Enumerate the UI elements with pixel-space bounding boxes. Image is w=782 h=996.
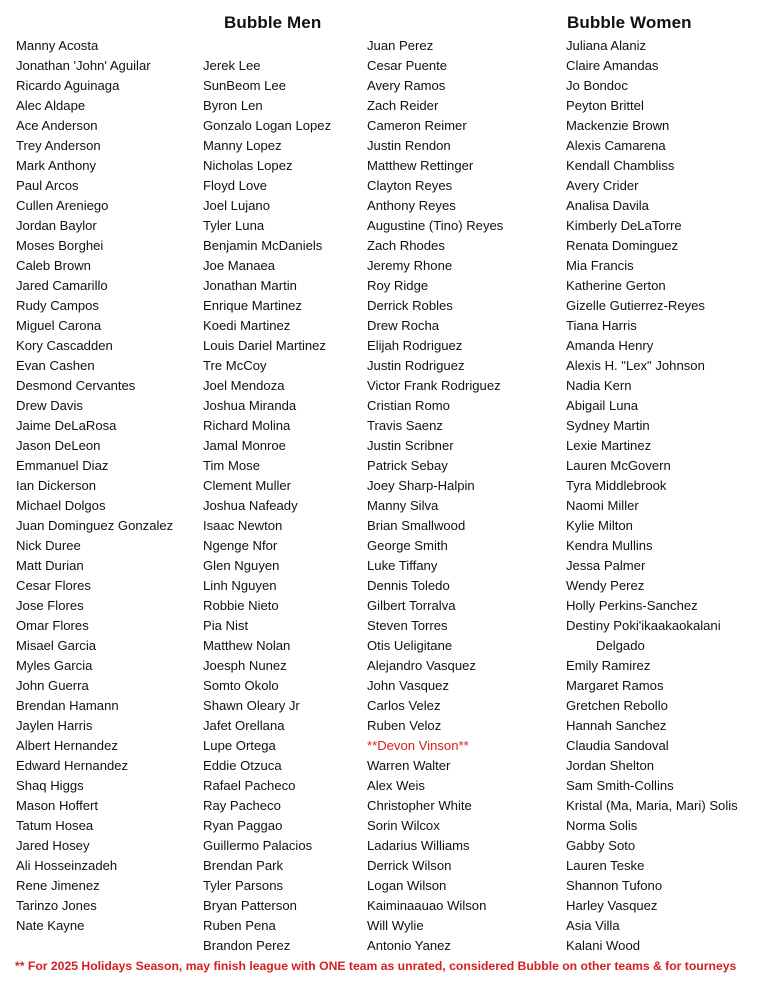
list-item: Ace Anderson xyxy=(16,118,98,133)
list-item: Jonathan 'John' Aguilar xyxy=(16,58,151,73)
list-item: Matthew Rettinger xyxy=(367,158,474,173)
list-item: Guillermo Palacios xyxy=(203,838,313,853)
list-item: Dennis Toledo xyxy=(367,578,450,593)
list-item: Victor Frank Rodriguez xyxy=(367,378,501,393)
list-item: Jafet Orellana xyxy=(203,718,285,733)
list-item: Shaq Higgs xyxy=(16,778,84,793)
list-item: Manny Silva xyxy=(367,498,439,513)
list-item: Anthony Reyes xyxy=(367,198,456,213)
list-item: Shawn Oleary Jr xyxy=(203,698,300,713)
list-item: Kristal (Ma, Maria, Mari) Solis xyxy=(566,798,738,813)
list-item: Gonzalo Logan Lopez xyxy=(203,118,332,133)
list-item: Harley Vasquez xyxy=(566,898,658,913)
list-item: Nicholas Lopez xyxy=(203,158,293,173)
list-item: Ryan Paggao xyxy=(203,818,283,833)
list-item: Brian Smallwood xyxy=(367,518,466,533)
list-item: Juliana Alaniz xyxy=(566,38,647,53)
list-item: Jerek Lee xyxy=(203,58,261,73)
list-item: Joel Lujano xyxy=(203,198,270,213)
list-item: Tatum Hosea xyxy=(16,818,94,833)
list-item: Brendan Park xyxy=(203,858,284,873)
list-item: Manny Lopez xyxy=(203,138,282,153)
bubble-women-heading: Bubble Women xyxy=(567,13,692,32)
list-item: Matthew Nolan xyxy=(203,638,291,653)
list-item: Jordan Baylor xyxy=(16,218,97,233)
list-item: Sorin Wilcox xyxy=(367,818,440,833)
list-item: Louis Dariel Martinez xyxy=(203,338,326,353)
list-item: Amanda Henry xyxy=(566,338,654,353)
list-item: Juan Dominguez Gonzalez xyxy=(16,518,174,533)
list-item: Zach Rhodes xyxy=(367,238,445,253)
list-item: Jo Bondoc xyxy=(566,78,628,93)
list-item: Moses Borghei xyxy=(16,238,104,253)
list-item: Benjamin McDaniels xyxy=(203,238,323,253)
list-item: Lupe Ortega xyxy=(203,738,276,753)
list-item: Jaylen Harris xyxy=(16,718,93,733)
list-item: Tre McCoy xyxy=(203,358,267,373)
list-item: Travis Saenz xyxy=(367,418,443,433)
list-item: Antonio Yanez xyxy=(367,938,451,953)
list-item: Myles Garcia xyxy=(16,658,93,673)
list-item: Derrick Robles xyxy=(367,298,453,313)
list-item: Michael Dolgos xyxy=(16,498,106,513)
list-item: Tarinzo Jones xyxy=(16,898,97,913)
list-item: Floyd Love xyxy=(203,178,268,193)
list-item: Kaiminaauao Wilson xyxy=(367,898,487,913)
list-item: Derrick Wilson xyxy=(367,858,452,873)
list-item: Ngenge Nfor xyxy=(203,538,278,553)
list-item: Hannah Sanchez xyxy=(566,718,667,733)
list-item: Bryan Patterson xyxy=(203,898,297,913)
list-item: Will Wylie xyxy=(367,918,424,933)
list-item: Tyler Parsons xyxy=(203,878,284,893)
list-item: Sam Smith-Collins xyxy=(566,778,674,793)
list-item: Avery Ramos xyxy=(367,78,446,93)
list-item: Kalani Wood xyxy=(566,938,641,953)
list-item: Gilbert Torralva xyxy=(367,598,456,613)
list-item: Otis Ueligitane xyxy=(367,638,453,653)
list-item: Warren Walter xyxy=(367,758,451,773)
list-item: Clayton Reyes xyxy=(367,178,453,193)
list-item: Clement Muller xyxy=(203,478,292,493)
list-item: George Smith xyxy=(367,538,448,553)
list-item: Holly Perkins-Sanchez xyxy=(566,598,698,613)
list-item: Roy Ridge xyxy=(367,278,429,293)
list-item: Drew Rocha xyxy=(367,318,440,333)
list-item: Justin Rodriguez xyxy=(367,358,465,373)
list-item: John Vasquez xyxy=(367,678,450,693)
list-item: Shannon Tufono xyxy=(566,878,663,893)
list-item: Jordan Shelton xyxy=(566,758,655,773)
list-item: Jamal Monroe xyxy=(203,438,286,453)
list-item: Glen Nguyen xyxy=(203,558,280,573)
list-item: Margaret Ramos xyxy=(566,678,664,693)
list-item: Emily Ramirez xyxy=(566,658,651,673)
list-item: Tyler Luna xyxy=(203,218,265,233)
list-item: Eddie Otzuca xyxy=(203,758,282,773)
men-column-1 xyxy=(16,36,173,936)
list-item: Matt Durian xyxy=(16,558,84,573)
list-item: Ruben Pena xyxy=(203,918,276,933)
bubble-men-heading: Bubble Men xyxy=(224,13,322,32)
list-item: Edward Hernandez xyxy=(16,758,129,773)
list-item: Lauren Teske xyxy=(566,858,645,873)
list-item: Misael Garcia xyxy=(16,638,97,653)
list-item: **Devon Vinson** xyxy=(367,738,469,753)
women-column xyxy=(566,36,738,956)
list-item: Jeremy Rhone xyxy=(367,258,453,273)
list-item: Cameron Reimer xyxy=(367,118,467,133)
list-item: Logan Wilson xyxy=(367,878,447,893)
list-item: Alex Weis xyxy=(367,778,425,793)
list-item: Jessa Palmer xyxy=(566,558,646,573)
list-item: Paul Arcos xyxy=(16,178,79,193)
list-item: Brendan Hamann xyxy=(16,698,119,713)
list-item: Kendall Chambliss xyxy=(566,158,675,173)
list-item: Drew Davis xyxy=(16,398,83,413)
list-item: Ricardo Aguinaga xyxy=(16,78,120,93)
list-item: Christopher White xyxy=(367,798,472,813)
list-item: Kendra Mullins xyxy=(566,538,653,553)
list-item: Richard Molina xyxy=(203,418,291,433)
men-column-2 xyxy=(203,36,331,956)
list-item: Somto Okolo xyxy=(203,678,279,693)
list-item: Cesar Puente xyxy=(367,58,448,73)
list-item: Patrick Sebay xyxy=(367,458,448,473)
list-item: Peyton Brittel xyxy=(566,98,644,113)
list-item: Gizelle Gutierrez-Reyes xyxy=(566,298,705,313)
list-item: Renata Dominguez xyxy=(566,238,679,253)
men-column-3 xyxy=(367,36,503,956)
list-item: Augustine (Tino) Reyes xyxy=(367,218,504,233)
list-item: Tyra Middlebrook xyxy=(566,478,667,493)
list-item: Wendy Perez xyxy=(566,578,645,593)
list-item: Avery Crider xyxy=(566,178,639,193)
list-item: Joshua Nafeady xyxy=(203,498,298,513)
list-item: Justin Rendon xyxy=(367,138,451,153)
list-item: Kylie Milton xyxy=(566,518,633,533)
list-item: Cesar Flores xyxy=(16,578,91,593)
list-item: Cullen Areniego xyxy=(16,198,109,213)
list-item: Delgado xyxy=(596,638,645,653)
list-item: Joesph Nunez xyxy=(203,658,287,673)
list-item: Byron Len xyxy=(203,98,263,113)
footnote: ** For 2025 Holidays Season, may finish league with ONE team as unrated, considered Bubble on other teams & for tourneys xyxy=(15,959,737,973)
list-item: Mackenzie Brown xyxy=(566,118,670,133)
list-item: Jason DeLeon xyxy=(16,438,101,453)
list-item: Nadia Kern xyxy=(566,378,632,393)
list-item: Carlos Velez xyxy=(367,698,441,713)
list-item: Mark Anthony xyxy=(16,158,97,173)
list-item: Gretchen Rebollo xyxy=(566,698,668,713)
list-item: Rene Jimenez xyxy=(16,878,100,893)
list-item: Koedi Martinez xyxy=(203,318,291,333)
list-item: Pia Nist xyxy=(203,618,249,633)
list-item: Ali Hosseinzadeh xyxy=(16,858,118,873)
list-item: Nate Kayne xyxy=(16,918,85,933)
list-item: Gabby Soto xyxy=(566,838,636,853)
list-item: Destiny Poki'ikaakaokalani xyxy=(566,618,721,633)
list-item: Isaac Newton xyxy=(203,518,283,533)
list-item: Joe Manaea xyxy=(203,258,276,273)
list-item: Ruben Veloz xyxy=(367,718,442,733)
list-item: Kimberly DeLaTorre xyxy=(566,218,682,233)
list-item: John Guerra xyxy=(16,678,89,693)
list-item: Robbie Nieto xyxy=(203,598,279,613)
list-item: Alejandro Vasquez xyxy=(367,658,476,673)
list-item: Ladarius Williams xyxy=(367,838,470,853)
list-item: Mia Francis xyxy=(566,258,634,273)
list-item: Justin Scribner xyxy=(367,438,454,453)
list-item: Sydney Martin xyxy=(566,418,650,433)
list-item: Luke Tiffany xyxy=(367,558,438,573)
list-item: Lexie Martinez xyxy=(566,438,652,453)
list-item: Emmanuel Diaz xyxy=(16,458,109,473)
list-item: Lauren McGovern xyxy=(566,458,671,473)
list-item: Desmond Cervantes xyxy=(16,378,136,393)
list-item: Trey Anderson xyxy=(16,138,101,153)
list-item: Jose Flores xyxy=(16,598,84,613)
list-item: Joey Sharp-Halpin xyxy=(367,478,475,493)
list-item: Ian Dickerson xyxy=(16,478,97,493)
list-item: Claudia Sandoval xyxy=(566,738,669,753)
list-item: Steven Torres xyxy=(367,618,448,633)
list-item: Omar Flores xyxy=(16,618,89,633)
list-item: Jared Hosey xyxy=(16,838,90,853)
list-item: Cristian Romo xyxy=(367,398,450,413)
list-item: Jaime DeLaRosa xyxy=(16,418,117,433)
list-item: Juan Perez xyxy=(367,38,434,53)
list-item: Elijah Rodriguez xyxy=(367,338,463,353)
list-item: Mason Hoffert xyxy=(16,798,98,813)
list-item: Linh Nguyen xyxy=(203,578,277,593)
list-item: Jonathan Martin xyxy=(203,278,297,293)
list-item: Caleb Brown xyxy=(16,258,91,273)
list-item: Alexis H. "Lex" Johnson xyxy=(566,358,705,373)
list-item: Ray Pacheco xyxy=(203,798,281,813)
list-item: Evan Cashen xyxy=(16,358,95,373)
list-item: Claire Amandas xyxy=(566,58,659,73)
list-item: Joel Mendoza xyxy=(203,378,285,393)
list-item: Katherine Gerton xyxy=(566,278,666,293)
list-item: Enrique Martinez xyxy=(203,298,302,313)
list-item: Rudy Campos xyxy=(16,298,99,313)
list-item: Naomi Miller xyxy=(566,498,639,513)
list-item: Asia Villa xyxy=(566,918,620,933)
list-item: Alec Aldape xyxy=(16,98,86,113)
list-item: Jared Camarillo xyxy=(16,278,108,293)
list-item: Nick Duree xyxy=(16,538,81,553)
list-item: Norma Solis xyxy=(566,818,638,833)
list-item: Rafael Pacheco xyxy=(203,778,296,793)
list-item: Analisa Davila xyxy=(566,198,649,213)
list-item: Kory Cascadden xyxy=(16,338,113,353)
list-item: Tim Mose xyxy=(203,458,260,473)
list-item: Miguel Carona xyxy=(16,318,102,333)
list-item: Joshua Miranda xyxy=(203,398,297,413)
list-item: Albert Hernandez xyxy=(16,738,118,753)
list-item: Zach Reider xyxy=(367,98,439,113)
list-item: Tiana Harris xyxy=(566,318,637,333)
list-item: SunBeom Lee xyxy=(203,78,286,93)
list-item: Alexis Camarena xyxy=(566,138,666,153)
list-item: Abigail Luna xyxy=(566,398,639,413)
list-item: Manny Acosta xyxy=(16,38,99,53)
list-item: Brandon Perez xyxy=(203,938,291,953)
